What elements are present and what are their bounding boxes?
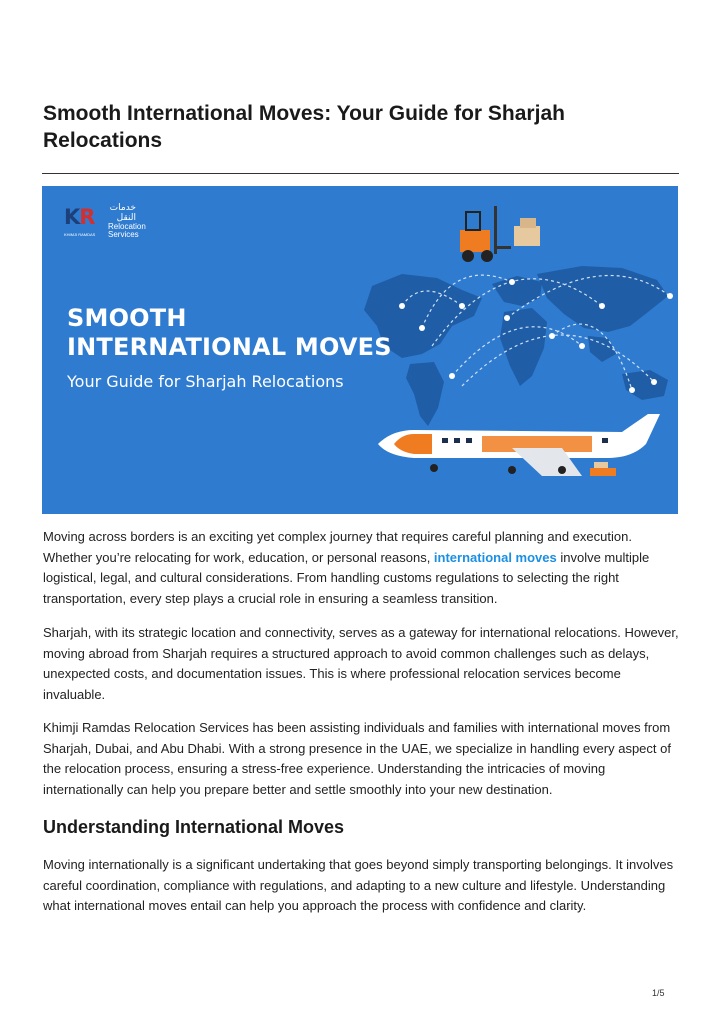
page-title: Smooth International Moves: Your Guide for Sharjah Relocations [43, 102, 565, 152]
page-number: 1/5 [652, 988, 665, 998]
kr-logo [64, 203, 154, 241]
sharjah-paragraph: Sharjah, with its strategic location and connectivity, serves as a gateway for international relocations. However, moving abroad from Sharjah requires a structured approach to avoid common challenges such as delays, unexpected costs, and documentation issues. This is where professional relocation services become invaluable. [43, 625, 679, 703]
intro-text-after: involve multiple logistical, legal, and cultural considerations. From handling customs regulations to selecting the right transportation, every step plays a crucial role in ensuring a seamless transition. [43, 549, 650, 607]
intro-text-before: Moving across borders is an exciting yet complex journey that requires careful planning and execution. Whether you’re relocating for work, education, or personal reasons, [43, 529, 632, 565]
khimji-paragraph: Khimji Ramdas Relocation Services has been assisting individuals and families with international moves from Sharjah, Dubai, and Abu Dhabi. With a strong presence in the UAE, we specialize in handling every aspect of the relocation process, ensuring a stress-free experience. Understanding the intricacies of moving internationally can help you prepare better and settle smoothly into your new destination. [43, 720, 671, 798]
international-moves-link[interactable]: international moves [433, 549, 557, 565]
title-divider [42, 173, 679, 174]
logo-arabic-text: خدمات النقل [109, 203, 136, 223]
hero-heading-line2: INTERNATIONAL MOVES [67, 333, 392, 361]
logo-small-text: KHIMJI RAMDAS [64, 232, 96, 237]
hero-heading [67, 304, 392, 362]
intro-paragraph [43, 527, 683, 610]
cargo-airplane-icon [378, 414, 660, 476]
hero-heading-line1: SMOOTH [67, 304, 187, 332]
hero-subheading: Your Guide for Sharjah Relocations [67, 372, 344, 391]
hero-banner-image [42, 186, 678, 514]
section-paragraph: Moving internationally is a significant undertaking that goes beyond simply transporting belongings. It involves careful coordination, compliance with regulations, and adapting to a new culture and lifestyle. Understanding what international moves entail can help you approach the process with confidence and clarity. [43, 857, 674, 914]
forklift-icon [460, 206, 540, 262]
logo-text: Relocation Services [108, 222, 146, 239]
logo-mark: KR [64, 205, 95, 229]
section-heading: Understanding International Moves [43, 817, 345, 837]
